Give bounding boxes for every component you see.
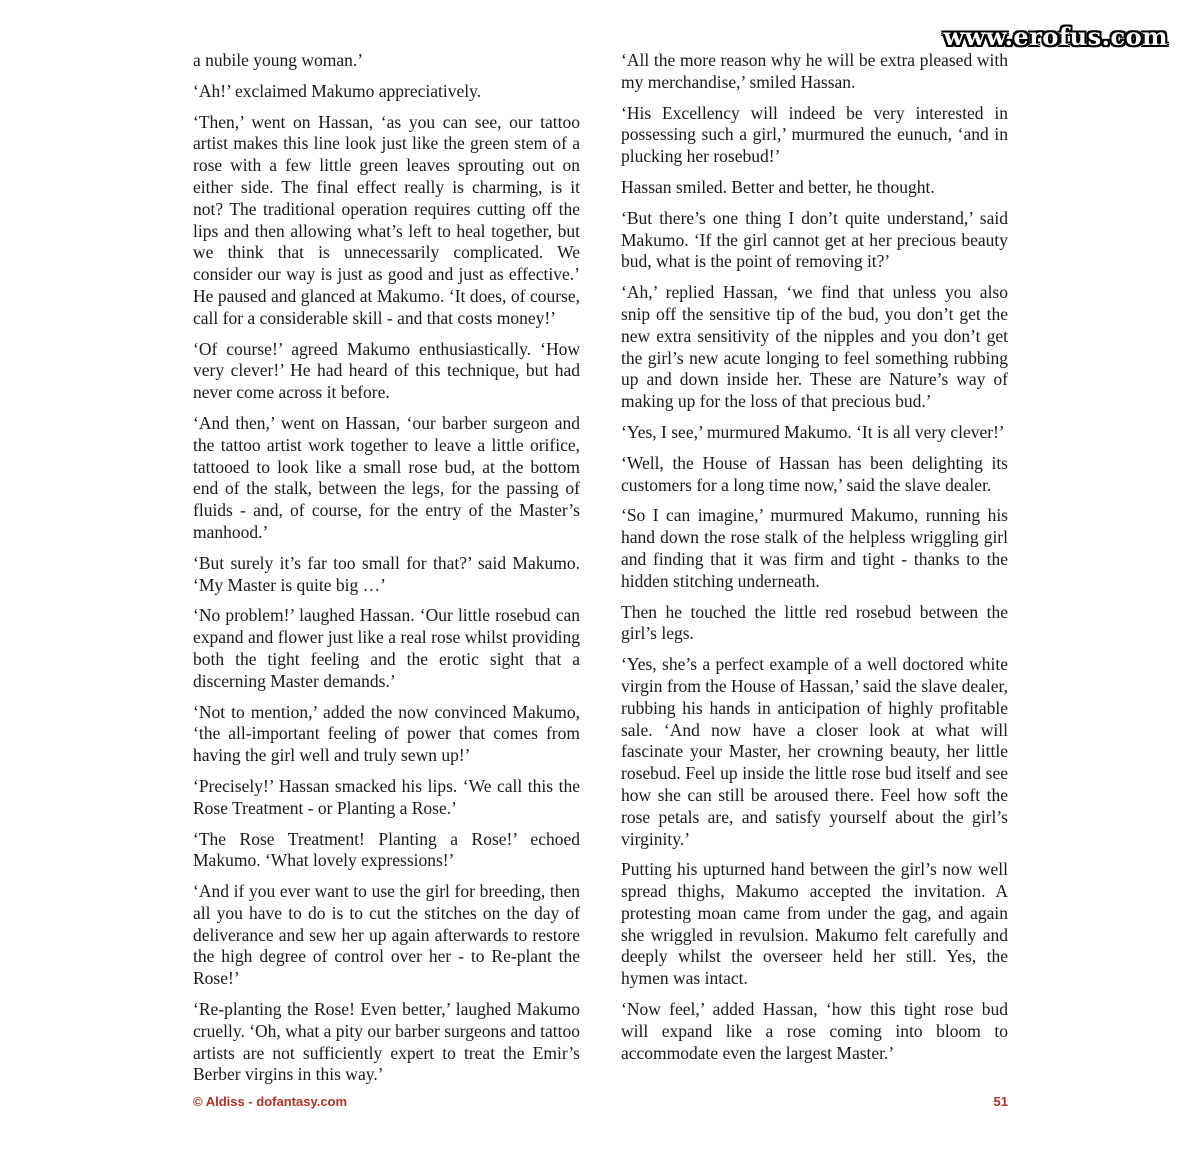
- page-number: 51: [993, 1094, 1008, 1109]
- paragraph: ‘And if you ever want to use the girl for breeding, then all you have to do is to cut the stitches on the day of deliverance and sew her up again afterwards to restore the high degree of control over her - to Re-plant the Rose!’: [193, 881, 580, 989]
- paragraph: ‘Precisely!’ Hassan smacked his lips. ‘We call this the Rose Treatment - or Planting a Rose.’: [193, 775, 580, 818]
- paragraph: a nubile young woman.’: [193, 50, 364, 70]
- paragraph: Putting his upturned hand between the girl’s now well spread thighs, Makumo accepted the invitation. A protesting moan came from under the gag, and again she wriggled in revulsion. Makumo felt carefully and deeply whilst the overseer held her still. Yes, the hymen was intact.: [621, 859, 1008, 989]
- paragraph: ‘But surely it’s far too small for that?’ said Makumo. ‘My Master is quite big …’: [193, 552, 580, 595]
- paragraph: ‘Yes, I see,’ murmured Makumo. ‘It is all very clever!’: [621, 421, 1005, 442]
- watermark: www.erofus.com: [943, 22, 1168, 51]
- paragraph: ‘Re-planting the Rose! Even better,’ laughed Makumo cruelly. ‘Oh, what a pity our barber surgeons and tattoo artists are not sufficiently expert to treat the Emir’s Berber virgins in this way.’: [193, 999, 580, 1085]
- left-column: [193, 50, 580, 1095]
- paragraph: ‘So I can imagine,’ murmured Makumo, running his hand down the rose stalk of the helpless wriggling girl and finding that it was firm and tight - thanks to the hidden stitching underneath.: [621, 505, 1008, 591]
- paragraph: ‘Now feel,’ added Hassan, ‘how this tight rose bud will expand like a rose coming into bloom to accommodate even the largest Master.’: [621, 999, 1008, 1063]
- paragraph: ‘Ah,’ replied Hassan, ‘we find that unless you also snip off the sensitive tip of the bud, you don’t get the new extra sensitivity of the nipples and you don’t get the girl’s new acute longing to feel something rubbing up and down inside her. These are Nature’s way of making up for the loss of that precious bud.’: [621, 282, 1008, 412]
- paragraph: ‘His Excellency will indeed be very interested in possessing such a girl,’ murmured the eunuch, ‘and in plucking her rosebud!’: [621, 102, 1008, 167]
- paragraph: ‘The Rose Treatment! Planting a Rose!’ echoed Makumo. ‘What lovely expressions!’: [193, 828, 580, 871]
- paragraph: ‘But there’s one thing I don’t quite understand,’ said Makumo. ‘If the girl cannot get at her precious beauty bud, what is the point of removing it?’: [621, 207, 1008, 272]
- paragraph: ‘Yes, she’s a perfect example of a well doctored white virgin from the House of Hassan,’ said the slave dealer, rubbing his hands in anticipation of highly profitable sale. ‘And now have a closer look at what will fascinate your Master, her crowning beauty, her little rosebud. Feel up inside the little rose bud itself and see how she can still be aroused there. Feel how soft the rose petals are, and satisfy yourself about the girl’s virginity.’: [621, 654, 1008, 849]
- paragraph: ‘All the more reason why he will be extra pleased with my merchandise,’ smiled Hassan.: [621, 50, 1008, 92]
- paragraph: ‘Of course!’ agreed Makumo enthusiastically. ‘How very clever!’ He had heard of this technique, but had never come across it before.: [193, 338, 580, 403]
- copyright-footer: © Aldiss - dofantasy.com: [193, 1094, 348, 1109]
- paragraph: ‘And then,’ went on Hassan, ‘our barber surgeon and the tattoo artist work together to leave a little orifice, tattooed to look like a small rose bud, at the bottom end of the stalk, between the legs, for the passing of fluids - and, of course, for the entry of the Master’s manhood.’: [193, 412, 580, 542]
- paragraph: Then he touched the little red rosebud between the girl’s legs.: [621, 601, 1008, 644]
- paragraph: ‘Ah!’ exclaimed Makumo appreciatively.: [193, 80, 482, 101]
- paragraph: ‘Well, the House of Hassan has been delighting its customers for a long time now,’ said the slave dealer.: [621, 452, 1008, 495]
- right-column: [621, 50, 1008, 1073]
- paragraph: ‘No problem!’ laughed Hassan. ‘Our little rosebud can expand and flower just like a real rose whilst providing both the tight feeling and the erotic sight that a discerning Master demands.’: [193, 605, 580, 691]
- paragraph: ‘Then,’ went on Hassan, ‘as you can see, our tattoo artist makes this line look just like the green stem of a rose with a few little green leaves sprouting out on either side. The final effect really is charming, is it not? The traditional operation requires cutting off the lips and then allowing what’s left to heal together, but we think that is unnecessarily complicated. We consider our way is just as good and just as effective.’ He paused and glanced at Makumo. ‘It does, of course, call for a considerable skill - and that costs money!’: [193, 111, 580, 328]
- paragraph: ‘Not to mention,’ added the now convinced Makumo, ‘the all-important feeling of power that comes from having the girl well and truly sewn up!’: [193, 701, 580, 766]
- paragraph: Hassan smiled. Better and better, he thought.: [621, 176, 935, 197]
